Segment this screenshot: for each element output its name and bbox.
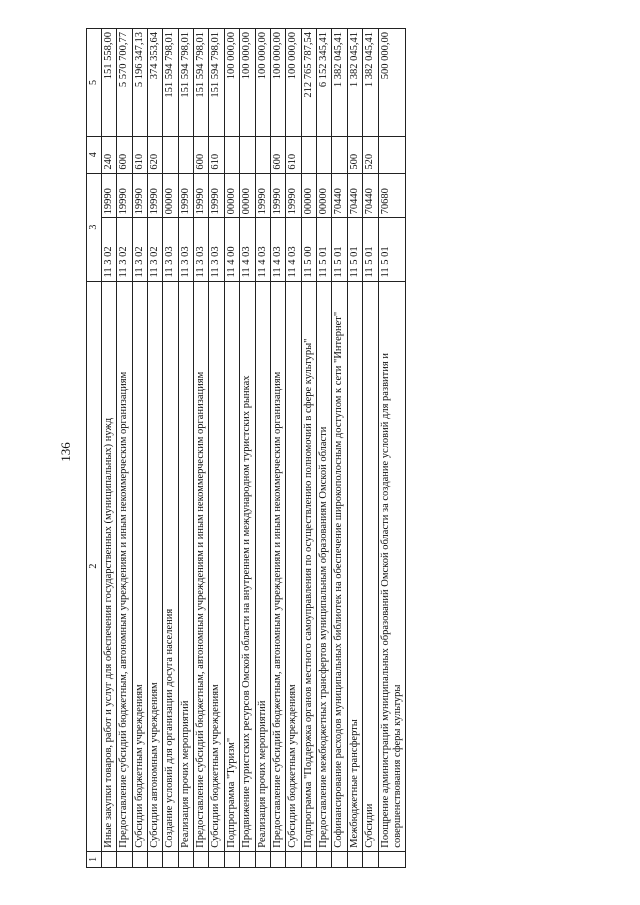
row-expense-type: 500: [347, 136, 362, 173]
row-expense-type: 240: [101, 136, 116, 173]
row-target-article: 00000: [317, 173, 332, 218]
row-name: Субсидии бюджетным учреждениям: [132, 281, 147, 851]
row-col-1: [101, 851, 116, 867]
table-row: [178, 29, 193, 868]
row-col-1: [347, 851, 362, 867]
table-row: [209, 29, 224, 868]
row-code: 11 5 01: [378, 218, 406, 281]
table-row: [301, 29, 316, 868]
row-target-article: 19990: [178, 173, 193, 218]
row-code: 11 3 03: [209, 218, 224, 281]
row-sum: 151 594 798,01: [194, 29, 209, 137]
row-sum: 5 196 347,13: [132, 29, 147, 137]
header-col-3: 3: [87, 173, 102, 281]
header-col-4: 4: [87, 136, 102, 173]
row-expense-type: [378, 136, 406, 173]
row-code: 11 3 03: [194, 218, 209, 281]
row-code: 11 5 00: [301, 218, 316, 281]
row-col-1: [132, 851, 147, 867]
row-sum: 374 353,64: [147, 29, 162, 137]
row-target-article: 19990: [147, 173, 162, 218]
row-expense-type: [163, 136, 178, 173]
row-sum: 1 382 045,41: [347, 29, 362, 137]
table-row: [270, 29, 285, 868]
row-col-1: [332, 851, 347, 867]
row-target-article: 19990: [117, 173, 132, 218]
table-row: [255, 29, 270, 868]
row-target-article: 19990: [270, 173, 285, 218]
table-row: [347, 29, 362, 868]
table-row: [117, 29, 132, 868]
row-name: Подпрограмма "Туризм": [224, 281, 239, 851]
row-name: Предоставление межбюджетных трансфертов муниципальным образованиям Омской области: [317, 281, 332, 851]
row-sum: 212 765 787,54: [301, 29, 316, 137]
table-row: [224, 29, 239, 868]
row-sum: 1 382 045,41: [363, 29, 378, 137]
row-name: Предоставление субсидий бюджетным, автономным учреждениям и иным некоммерческим организациям: [194, 281, 209, 851]
row-sum: 100 000,00: [286, 29, 301, 137]
row-code: 11 3 02: [117, 218, 132, 281]
row-sum: 1 382 045,41: [332, 29, 347, 137]
page-number: 136: [57, 442, 73, 462]
row-col-1: [301, 851, 316, 867]
row-sum: 151 594 798,01: [178, 29, 193, 137]
table-row: [163, 29, 178, 868]
row-col-1: [194, 851, 209, 867]
row-target-article: 19990: [101, 173, 116, 218]
budget-table: [86, 28, 406, 868]
row-name: Субсидии бюджетным учреждениям: [209, 281, 224, 851]
row-target-article: 19990: [132, 173, 147, 218]
header-col-2: 2: [87, 281, 102, 851]
table-row: [317, 29, 332, 868]
row-name: Поощрение администраций муниципальных образований Омской области за создание условий для развития и совершенствования сферы культуры: [378, 281, 406, 851]
row-sum: 500 000,00: [378, 29, 406, 137]
row-col-1: [209, 851, 224, 867]
row-expense-type: [224, 136, 239, 173]
table-header-row: [87, 29, 102, 868]
row-target-article: 19990: [209, 173, 224, 218]
row-name: Реализация прочих мероприятий: [178, 281, 193, 851]
row-target-article: 00000: [224, 173, 239, 218]
row-sum: 100 000,00: [270, 29, 285, 137]
row-code: 11 3 02: [132, 218, 147, 281]
row-col-1: [255, 851, 270, 867]
row-expense-type: 610: [286, 136, 301, 173]
row-expense-type: 610: [132, 136, 147, 173]
row-code: 11 5 01: [317, 218, 332, 281]
row-col-1: [378, 851, 406, 867]
row-col-1: [317, 851, 332, 867]
row-sum: 6 152 345,41: [317, 29, 332, 137]
table-row: [363, 29, 378, 868]
row-expense-type: [255, 136, 270, 173]
row-col-1: [270, 851, 285, 867]
row-target-article: 19990: [255, 173, 270, 218]
row-name: Межбюджетные трансферты: [347, 281, 362, 851]
row-sum: 100 000,00: [255, 29, 270, 137]
row-sum: 151 594 798,01: [163, 29, 178, 137]
row-code: 11 3 02: [147, 218, 162, 281]
table-row: [101, 29, 116, 868]
header-col-5: 5: [87, 29, 102, 137]
row-expense-type: 520: [363, 136, 378, 173]
row-col-1: [224, 851, 239, 867]
row-name: Субсидии: [363, 281, 378, 851]
row-sum: 100 000,00: [224, 29, 239, 137]
table-row: [132, 29, 147, 868]
rotated-table-container: [86, 28, 606, 868]
row-name: Создание условий для организации досуга населения: [163, 281, 178, 851]
row-target-article: 00000: [163, 173, 178, 218]
row-code: 11 5 01: [363, 218, 378, 281]
table-row: [194, 29, 209, 868]
row-code: 11 4 03: [286, 218, 301, 281]
row-target-article: 00000: [301, 173, 316, 218]
row-col-1: [163, 851, 178, 867]
row-name: Реализация прочих мероприятий: [255, 281, 270, 851]
row-target-article: 70440: [363, 173, 378, 218]
row-name: Предоставление субсидий бюджетным, автономным учреждениям и иным некоммерческим организациям: [270, 281, 285, 851]
row-code: 11 4 03: [255, 218, 270, 281]
row-expense-type: 600: [270, 136, 285, 173]
row-col-1: [240, 851, 255, 867]
row-code: 11 4 00: [224, 218, 239, 281]
row-expense-type: [240, 136, 255, 173]
row-sum: 100 000,00: [240, 29, 255, 137]
row-sum: 151 594 798,01: [209, 29, 224, 137]
row-code: 11 3 02: [101, 218, 116, 281]
row-col-1: [147, 851, 162, 867]
row-name: Продвижение туристских ресурсов Омской области на внутреннем и международном туристских рынках: [240, 281, 255, 851]
table-row: [332, 29, 347, 868]
row-expense-type: [317, 136, 332, 173]
row-target-article: 70680: [378, 173, 406, 218]
row-expense-type: [332, 136, 347, 173]
row-code: 11 4 03: [270, 218, 285, 281]
row-expense-type: 620: [147, 136, 162, 173]
row-name: Субсидии бюджетным учреждениям: [286, 281, 301, 851]
table-row: [240, 29, 255, 868]
row-expense-type: 600: [194, 136, 209, 173]
row-col-1: [117, 851, 132, 867]
table-row: [147, 29, 162, 868]
row-expense-type: [178, 136, 193, 173]
row-target-article: 19990: [286, 173, 301, 218]
row-col-1: [363, 851, 378, 867]
header-col-1: 1: [87, 851, 102, 867]
row-target-article: 70440: [347, 173, 362, 218]
row-name: Иные закупки товаров, работ и услуг для обеспечения государственных (муниципальных) нужд: [101, 281, 116, 851]
row-col-1: [286, 851, 301, 867]
table-row: [286, 29, 301, 868]
row-expense-type: 610: [209, 136, 224, 173]
row-target-article: 19990: [194, 173, 209, 218]
row-code: 11 3 03: [178, 218, 193, 281]
row-expense-type: [301, 136, 316, 173]
row-target-article: 00000: [240, 173, 255, 218]
row-code: 11 5 01: [347, 218, 362, 281]
row-name: Предоставление субсидий бюджетным, автономным учреждениям и иным некоммерческим организациям: [117, 281, 132, 851]
row-target-article: 70440: [332, 173, 347, 218]
row-sum: 151 558,00: [101, 29, 116, 137]
row-name: Софинансирование расходов муниципальных библиотек на обеспечение широкополосным доступом к сети "Интернет": [332, 281, 347, 851]
row-code: 11 3 03: [163, 218, 178, 281]
row-expense-type: 600: [117, 136, 132, 173]
row-col-1: [178, 851, 193, 867]
row-name: Подпрограмма "Поддержка органов местного самоуправления по осуществлению полномочий в сфере культуры": [301, 281, 316, 851]
row-code: 11 5 01: [332, 218, 347, 281]
table-row: [378, 29, 406, 868]
row-sum: 5 570 700,77: [117, 29, 132, 137]
row-name: Субсидии автономным учреждениям: [147, 281, 162, 851]
row-code: 11 4 03: [240, 218, 255, 281]
